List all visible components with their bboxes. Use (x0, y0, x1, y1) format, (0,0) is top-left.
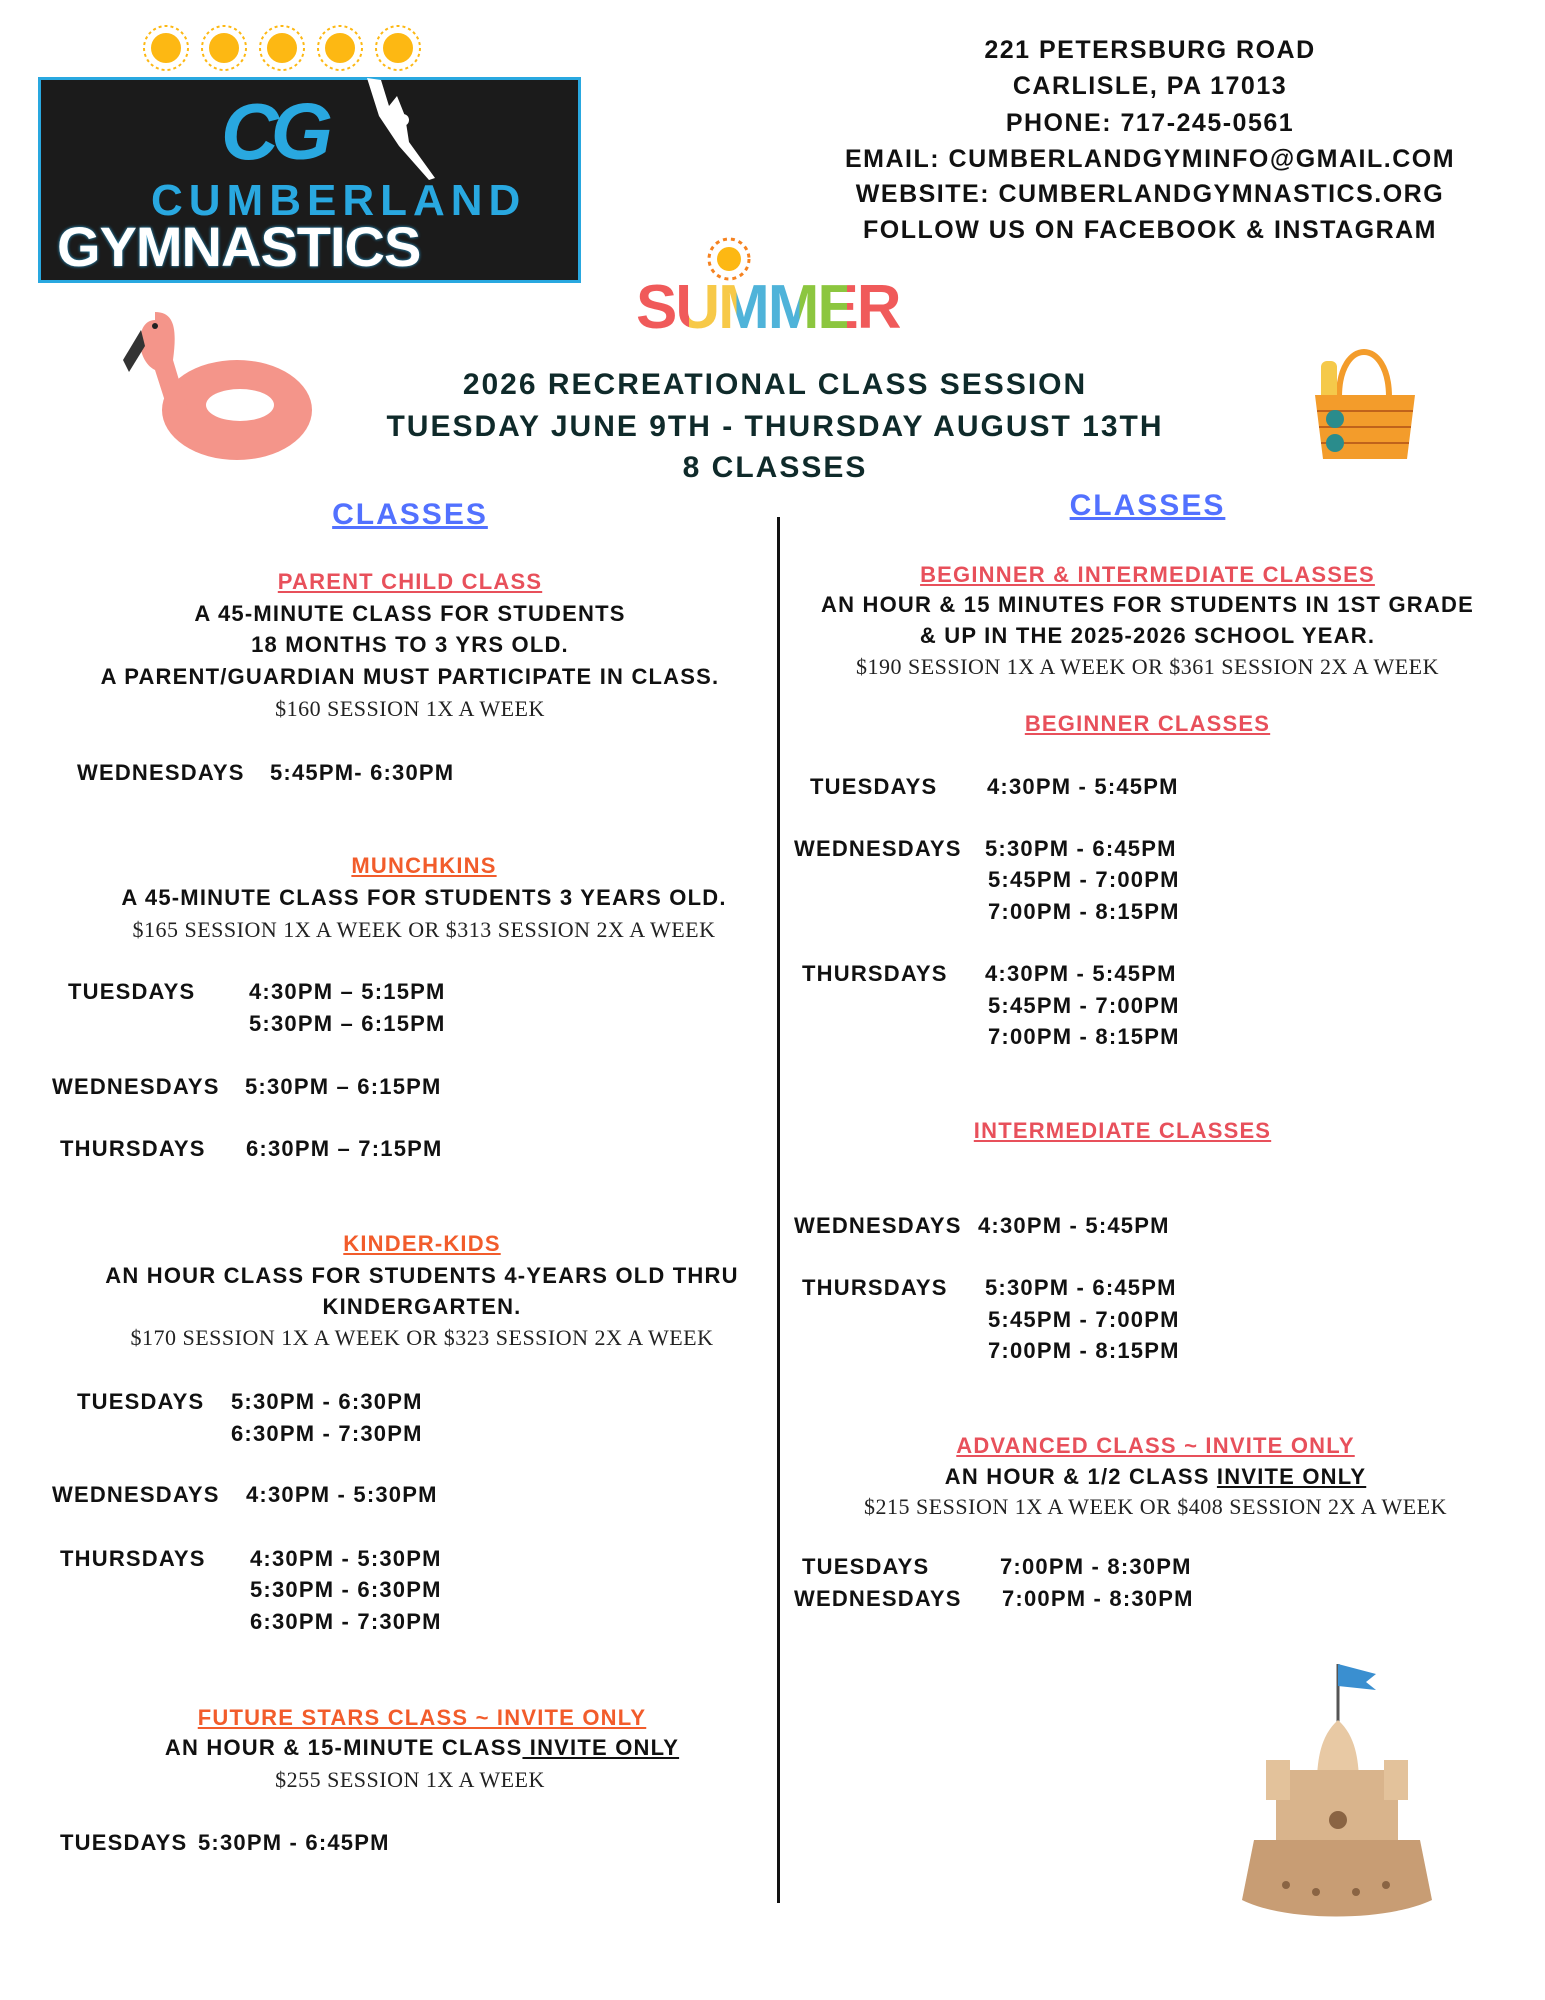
schedule-day: WEDNESDAYS (77, 760, 245, 785)
schedule-time: 5:30PM - 6:30PM (250, 1577, 442, 1602)
sandcastle-icon (1226, 1660, 1448, 1930)
schedule-day: WEDNESDAYS (52, 1482, 220, 1507)
schedule-time: 5:45PM - 7:00PM (988, 993, 1180, 1018)
logo-monogram: CG (221, 87, 325, 176)
schedule-day: TUESDAYS (810, 774, 938, 799)
schedule-time: 7:00PM - 8:15PM (988, 1338, 1180, 1363)
schedule-time: 4:30PM - 5:45PM (978, 1213, 1170, 1238)
parent-child-price: $160 SESSION 1X A WEEK (275, 696, 545, 721)
schedule-day: TUESDAYS (77, 1389, 205, 1414)
logo-line1: CUMBERLAND (151, 176, 527, 225)
right-classes-heading: CLASSES (1069, 489, 1226, 522)
munchkins-title: MUNCHKINS (351, 853, 497, 878)
schedule-time: 4:30PM - 5:30PM (250, 1546, 442, 1571)
parent-child-desc: A PARENT/GUARDIAN MUST PARTICIPATE IN CLASS. (100, 664, 720, 689)
schedule-day: THURSDAYS (60, 1546, 206, 1571)
schedule-day: THURSDAYS (802, 961, 948, 986)
schedule-time: 5:30PM - 6:45PM (198, 1830, 390, 1855)
invite-only-emphasis: INVITE ONLY (522, 1735, 680, 1760)
beginner-title: BEGINNER CLASSES (1024, 711, 1271, 736)
schedule-day: TUESDAYS (68, 979, 196, 1004)
schedule-time: 6:30PM – 7:15PM (246, 1136, 443, 1161)
schedule-time: 7:00PM - 8:15PM (988, 899, 1180, 924)
session-dates: TUESDAY JUNE 9TH - THURSDAY AUGUST 13TH (386, 410, 1164, 443)
schedule-time: 4:30PM - 5:45PM (987, 774, 1179, 799)
advanced-price: $215 SESSION 1X A WEEK OR $408 SESSION 2X A WEEK (863, 1494, 1447, 1519)
flamingo-float-icon (115, 300, 315, 464)
schedule-time: 5:30PM - 6:45PM (985, 836, 1177, 861)
contact-website: WEBSITE: CUMBERLANDGYMNASTICS.ORG (855, 180, 1445, 208)
kinder-kids-desc: AN HOUR CLASS FOR STUDENTS 4-YEARS OLD THRU (105, 1263, 739, 1288)
schedule-day: WEDNESDAYS (794, 1586, 962, 1611)
parent-child-title: PARENT CHILD CLASS (277, 569, 543, 594)
future-stars-title: FUTURE STARS CLASS ~ INVITE ONLY (197, 1705, 647, 1730)
schedule-day: TUESDAYS (60, 1830, 188, 1855)
schedule-day: WEDNESDAYS (52, 1074, 220, 1099)
intermediate-title: INTERMEDIATE CLASSES (973, 1118, 1272, 1143)
cumberland-gymnastics-logo (38, 77, 581, 283)
schedule-time: 7:00PM - 8:30PM (1000, 1554, 1192, 1579)
session-count: 8 CLASSES (682, 451, 868, 484)
parent-child-desc: 18 MONTHS TO 3 YRS OLD. (251, 632, 569, 657)
contact-email: EMAIL: CUMBERLANDGYMINFO@GMAIL.COM (844, 145, 1456, 173)
session-title: 2026 RECREATIONAL CLASS SESSION (462, 368, 1088, 401)
schedule-time: 5:45PM - 7:00PM (988, 867, 1180, 892)
schedule-time: 5:30PM - 6:30PM (231, 1389, 423, 1414)
parent-child-desc: A 45-MINUTE CLASS FOR STUDENTS (194, 601, 626, 626)
contact-address: 221 PETERSBURG ROAD (984, 36, 1316, 64)
contact-phone: PHONE: 717-245-0561 (1005, 109, 1295, 137)
future-stars-price: $255 SESSION 1X A WEEK (275, 1767, 545, 1792)
beach-bag-icon (1309, 347, 1421, 467)
schedule-time: 4:30PM - 5:30PM (246, 1482, 438, 1507)
advanced-desc-text: AN HOUR & 1/2 CLASS (944, 1464, 1217, 1489)
contact-social: FOLLOW US ON FACEBOOK & INSTAGRAM (862, 216, 1437, 244)
schedule-time: 7:00PM - 8:15PM (988, 1024, 1180, 1049)
schedule-time: 5:45PM - 7:00PM (988, 1307, 1180, 1332)
schedule-time: 5:30PM – 6:15PM (245, 1074, 442, 1099)
munchkins-price: $165 SESSION 1X A WEEK OR $313 SESSION 2X A WEEK (132, 917, 716, 942)
schedule-time: 6:30PM - 7:30PM (250, 1609, 442, 1634)
schedule-day: THURSDAYS (802, 1275, 948, 1300)
kinder-kids-title: KINDER-KIDS (343, 1231, 501, 1256)
schedule-time: 4:30PM - 5:45PM (985, 961, 1177, 986)
munchkins-desc: A 45-MINUTE CLASS FOR STUDENTS 3 YEARS OLD. (121, 885, 727, 910)
schedule-time: 5:45PM- 6:30PM (270, 760, 455, 785)
future-stars-desc-text: AN HOUR & 15-MINUTE CLASS (164, 1735, 523, 1760)
schedule-time: 6:30PM - 7:30PM (231, 1421, 423, 1446)
schedule-day: WEDNESDAYS (794, 1213, 962, 1238)
schedule-time: 4:30PM – 5:15PM (249, 979, 446, 1004)
summer-art (636, 236, 900, 364)
invite-only-emphasis: INVITE ONLY (1216, 1464, 1367, 1489)
left-classes-heading: CLASSES (332, 498, 488, 531)
contact-city: CARLISLE, PA 17013 (1012, 72, 1288, 100)
beg-int-price: $190 SESSION 1X A WEEK OR $361 SESSION 2X A WEEK (855, 654, 1439, 679)
beg-int-desc: & UP IN THE 2025-2026 SCHOOL YEAR. (919, 623, 1376, 648)
advanced-desc (788, 1464, 1523, 1490)
schedule-time: 7:00PM - 8:30PM (1002, 1586, 1194, 1611)
gymnast-silhouette-icon (359, 76, 459, 186)
sun-decoration-icon (140, 22, 430, 74)
schedule-day: TUESDAYS (802, 1554, 930, 1579)
advanced-title: ADVANCED CLASS ~ INVITE ONLY (956, 1433, 1355, 1458)
schedule-day: THURSDAYS (60, 1136, 206, 1161)
schedule-time: 5:30PM – 6:15PM (249, 1011, 446, 1036)
logo-line2: GYMNASTICS (57, 215, 421, 278)
kinder-kids-desc: KINDERGARTEN. (322, 1294, 522, 1319)
summer-text: SUMMER (636, 273, 900, 342)
schedule-day: WEDNESDAYS (794, 836, 962, 861)
beg-int-title: BEGINNER & INTERMEDIATE CLASSES (920, 562, 1375, 587)
future-stars-desc (12, 1735, 832, 1761)
beg-int-desc: AN HOUR & 15 MINUTES FOR STUDENTS IN 1ST GRADE (821, 592, 1474, 617)
schedule-time: 5:30PM - 6:45PM (985, 1275, 1177, 1300)
kinder-kids-price: $170 SESSION 1X A WEEK OR $323 SESSION 2X A WEEK (130, 1325, 714, 1350)
